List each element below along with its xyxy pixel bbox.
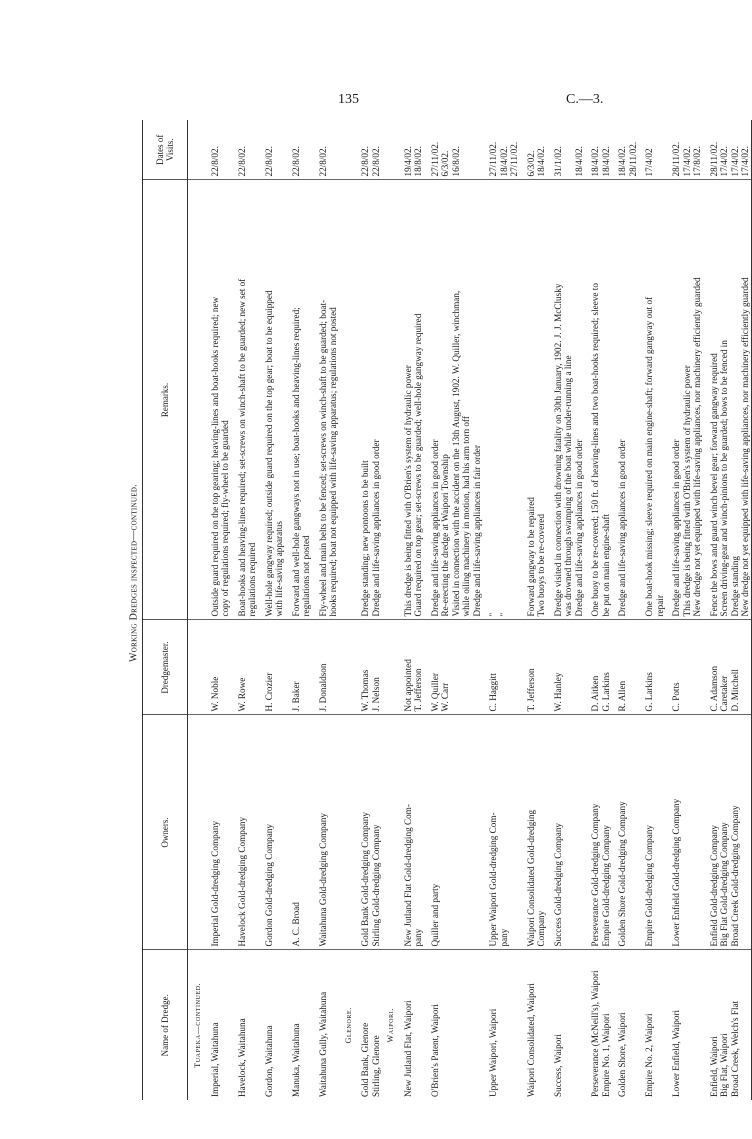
visit-dates-line: 28/11/02. <box>708 141 719 177</box>
dredge-name-line: New Jutland Flat, Waipori <box>402 1000 413 1097</box>
visit-dates-cell <box>611 120 638 180</box>
dredgemaster-cell <box>665 620 703 715</box>
dredge-name-line: Stirling, Glenore <box>370 1035 381 1097</box>
visit-dates-line: 22/8/02. <box>360 146 370 177</box>
owner-line: pany <box>498 928 509 947</box>
visit-dates-line: 17/4/02 <box>644 148 654 177</box>
owner-cell <box>547 715 585 950</box>
dredgemaster-cell <box>231 620 258 715</box>
remarks-line: New dredge not yet equipped with life-saving appliances, nor machinery efficiently guarded <box>692 277 702 617</box>
visit-dates-cell <box>584 120 611 180</box>
owner-line: Lower Enfield Gold-dredging Company <box>671 798 681 947</box>
dredge-name-cell <box>258 950 285 1100</box>
dredge-name-cell <box>703 950 752 1100</box>
section-blank-cell <box>188 620 204 715</box>
remarks-line: Dredge and life-saving appliances in good order <box>671 439 681 617</box>
remarks-line: Fly-wheel and main belts to be fenced; set-screws on winch-shaft to be guarded; boat- <box>317 299 328 617</box>
table-row <box>258 120 285 1100</box>
visit-dates-line: 6/3/02. <box>525 150 536 177</box>
dredge-name-cell <box>312 950 339 1100</box>
section-blank-cell <box>381 180 397 620</box>
visit-dates-line: 22/8/02. <box>236 146 247 177</box>
visit-dates-line: 17/4/02. <box>681 146 692 177</box>
dredgemaster-cell <box>584 620 611 715</box>
dredgemaster-line: W. Noble <box>209 676 220 712</box>
dredgemaster-line: D. Mitchell <box>729 669 740 712</box>
remarks-line: " <box>488 612 498 617</box>
owner-line: Gordon Gold-dredging Company <box>263 824 274 947</box>
owner-cell <box>258 715 285 950</box>
dredge-name-line: Lower Enfield, Waipori <box>671 1009 681 1097</box>
dredge-name-cell <box>584 950 611 1100</box>
dredgemaster-line: C. Potts <box>671 682 681 712</box>
dredge-name-line: Empire No. 1, Waipori <box>600 1013 611 1097</box>
header-name: Name of Dredge. <box>143 950 188 1100</box>
visit-dates-line: 18/4/02. <box>600 146 611 177</box>
remarks-cell <box>638 180 665 620</box>
visit-dates-line <box>563 123 574 177</box>
visit-dates-cell <box>258 120 285 180</box>
dredge-name-cell <box>520 950 547 1100</box>
visit-dates-line: 22/8/02. <box>209 146 220 177</box>
dredge-name-line: Broad Creek, Welch's Flat <box>729 1000 740 1097</box>
table-row <box>638 120 665 1100</box>
dredgemaster-cell <box>354 620 381 715</box>
visit-dates-line: 17/4/02. <box>729 146 740 177</box>
owner-cell <box>312 715 339 950</box>
dredge-name-cell <box>482 950 520 1100</box>
dredge-name-cell <box>285 950 312 1100</box>
dredgemaster-cell <box>547 620 585 715</box>
visit-dates-cell <box>204 120 231 180</box>
remarks-line: Outside guard required on the top gearing; heaving-lines and boat-hooks required; new <box>209 296 220 617</box>
dredge-name-cell <box>354 950 381 1100</box>
visit-dates-line: 18/4/02. <box>573 146 584 177</box>
remarks-line: copy of regulations required; fly-wheel to be guarded <box>220 420 230 617</box>
remarks-line: One buoy to be re-covered; 150 ft. of heaving-lines and two boat-hooks required; sleeve to <box>590 283 600 617</box>
dredgemaster-cell <box>397 620 424 715</box>
remarks-line: hooks required; boat not equipped with life-saving apparatus; regulations not posted <box>328 307 338 617</box>
dredge-name-line: O'Brien's Patent, Waipori <box>429 1004 440 1097</box>
dredge-name-line: Imperial, Waitahuna <box>209 1022 220 1097</box>
remarks-line: Screen driving-gear and winch-pinions to be guarded; bows to be fenced in <box>719 340 729 617</box>
visit-dates-cell <box>520 120 547 180</box>
table-row <box>665 120 703 1100</box>
table-header-row <box>143 120 188 1100</box>
dredges-table <box>142 120 752 1100</box>
dredgemaster-line: G. Larkins <box>600 672 611 712</box>
dredgemaster-line: Caretaker <box>719 675 729 712</box>
visit-dates-cell <box>482 120 520 180</box>
remarks-cell <box>611 180 638 620</box>
table-row <box>397 120 424 1100</box>
dredgemaster-cell <box>285 620 312 715</box>
table-section-row <box>381 120 397 1100</box>
header-owners: Owners. <box>143 715 188 950</box>
owner-line: Upper Waipori Gold-dredging Com- <box>488 812 498 947</box>
section-blank-cell <box>381 715 397 950</box>
owner-line: Empire Gold-dredging Company <box>600 825 611 947</box>
visit-dates-line: 18/4/02. <box>590 146 600 177</box>
visit-dates-cell <box>703 120 752 180</box>
remarks-line: Dredge standing <box>729 556 740 617</box>
remarks-line: Re-erecting the dredge at Waipori Township <box>440 454 450 617</box>
remarks-cell <box>258 180 285 620</box>
dredge-name-line: Havelock, Waitahuna <box>236 1018 247 1097</box>
visit-dates-line: 27/11/02. <box>429 141 440 177</box>
visit-dates-line: 6/3/02. <box>440 150 450 177</box>
owner-cell <box>285 715 312 950</box>
visit-dates-line: 28/11/02. <box>671 141 681 177</box>
section-blank-cell <box>188 180 204 620</box>
dredgemaster-line: R. Allen <box>617 680 627 712</box>
owner-line: Enfield Gold-dredging Company <box>708 825 719 947</box>
remarks-cell <box>397 180 424 620</box>
remarks-line: regulations not posted <box>301 535 311 617</box>
remarks-line: was drowned through swamping of the boat while under-running a line <box>563 355 573 617</box>
visit-dates-line: 17/4/02. <box>740 146 750 177</box>
visit-dates-line: 18/4/02. <box>536 146 546 177</box>
table-row <box>703 120 752 1100</box>
dredgemaster-line: C. Haggitt <box>488 673 498 712</box>
dredgemaster-line: G. Larkins <box>644 672 654 712</box>
table-caption: Working Dredges inspected—continued. <box>128 484 140 662</box>
remarks-cell <box>482 180 520 620</box>
remarks-cell <box>312 180 339 620</box>
dredgemaster-line: T. Jefferson <box>525 668 536 712</box>
owner-cell <box>424 715 483 950</box>
remarks-cell <box>703 180 752 620</box>
remarks-cell <box>424 180 483 620</box>
visit-dates-line: 22/8/02. <box>263 146 274 177</box>
visit-dates-line: 27/11/02. <box>509 141 519 177</box>
table-row <box>520 120 547 1100</box>
table-row <box>312 120 339 1100</box>
dredge-name-line: Upper Waipori, Waipori <box>488 1008 498 1097</box>
remarks-line: Forward gangway to be repaired <box>525 497 536 617</box>
visit-dates-line: 22/8/02. <box>370 146 381 177</box>
remarks-line: Well-hole gangway required; outside guard required on the top gear; boat to be equipped <box>263 290 274 617</box>
remarks-cell <box>231 180 258 620</box>
owner-line: Empire Gold-dredging Company <box>644 825 654 947</box>
dredge-name-cell <box>611 950 638 1100</box>
remarks-cell <box>354 180 381 620</box>
owner-line: New Jutland Flat Gold-dredging Com- <box>402 804 413 947</box>
visit-dates-cell <box>231 120 258 180</box>
visit-dates-line: 17/8/02. <box>692 146 702 177</box>
dredge-name-cell <box>665 950 703 1100</box>
owner-cell <box>520 715 547 950</box>
remarks-line: Guard required on top gear; set-screws to be guarded; well-hole gangway required <box>413 313 423 617</box>
remarks-line: Dredge and life-saving appliances in good order <box>617 439 627 617</box>
remarks-line: Boat-hooks and heaving-lines required; set-screws on winch-shaft to be guarded; new set of <box>236 278 247 617</box>
dredge-name-line: Gordon, Waitahuna <box>263 1025 274 1097</box>
section-blank-cell <box>381 120 397 180</box>
owner-line: Perseverance Gold-dredging Company <box>590 803 600 947</box>
visit-dates-line: 27/11/02. <box>488 141 498 177</box>
remarks-cell <box>520 180 547 620</box>
visit-dates-cell <box>665 120 703 180</box>
remarks-cell <box>285 180 312 620</box>
visit-dates-cell <box>424 120 483 180</box>
dredgemaster-cell <box>703 620 752 715</box>
remarks-line: with life-saving apparatus <box>274 521 284 617</box>
dredgemaster-cell <box>520 620 547 715</box>
table-row <box>285 120 312 1100</box>
owner-line: A. C. Broad <box>290 902 301 947</box>
visit-dates-cell <box>397 120 424 180</box>
dredge-name-cell <box>204 950 231 1100</box>
dredge-name-line: Big Flat, Waipori <box>719 1033 729 1097</box>
owner-cell <box>665 715 703 950</box>
remarks-line: Dredge visited in connection with drowning fatality on 30th January, 1902. J. J. McClusky <box>552 283 563 617</box>
visit-dates-cell <box>354 120 381 180</box>
remarks-line: repair <box>654 595 665 617</box>
remarks-line: Fence the bows and guard winch bevel gear; forward gangway required <box>708 353 719 617</box>
visit-dates-line: 22/8/02. <box>317 146 328 177</box>
remarks-line: Dredge and life-saving appliances in good order <box>429 439 440 617</box>
owner-cell <box>354 715 381 950</box>
table-row <box>482 120 520 1100</box>
dredge-name-line: Waipori Consolidated, Waipori <box>525 983 536 1097</box>
section-label: Tuapeka—continued. <box>193 982 202 1068</box>
dredgemaster-line: J. Donaldson <box>317 663 328 712</box>
owner-cell <box>482 715 520 950</box>
owner-cell <box>703 715 752 950</box>
header-dredgemaster: Dredgemaster. <box>143 620 188 715</box>
dredgemaster-line: C. Adamson <box>708 666 719 712</box>
table-row <box>231 120 258 1100</box>
owner-cell <box>638 715 665 950</box>
rotated-table-container <box>142 120 750 1100</box>
dredgemaster-line: W. Thomas <box>360 669 370 712</box>
section-blank-cell <box>339 620 355 715</box>
visit-dates-line: 18/4/02. <box>617 146 627 177</box>
dredgemaster-cell <box>424 620 483 715</box>
section-blank-cell <box>339 120 355 180</box>
remarks-line: Dredge and life-saving appliances in good order <box>573 439 584 617</box>
owner-line: Waitahuna Gold-dredging Company <box>317 813 328 947</box>
remarks-line: Forward and well-hole gangways not in use; boat-hooks and heaving-lines required; <box>290 307 301 617</box>
owner-line: Quiller and party <box>429 883 440 947</box>
dredgemaster-cell <box>258 620 285 715</box>
dredgemaster-cell <box>312 620 339 715</box>
table-body <box>188 120 752 1100</box>
dredge-name-line: Empire No. 2, Waipori <box>644 1013 654 1097</box>
table-section-row <box>339 120 355 1100</box>
visit-dates-line: 22/8/02. <box>290 146 301 177</box>
visit-dates-line: 18/8/02. <box>413 146 423 177</box>
dredgemaster-line: W. Carr <box>440 682 450 712</box>
remarks-line: Visited in connection with the accident on the 13th August, 1902. W. Quiller, winchman, <box>450 290 461 617</box>
table-row <box>547 120 585 1100</box>
visit-dates-cell <box>638 120 665 180</box>
remarks-line: regulations required <box>247 542 257 617</box>
section-blank-cell <box>339 715 355 950</box>
remarks-line: Dredge and life-saving appliances in good order <box>370 439 381 617</box>
table-row <box>611 120 638 1100</box>
dredge-name-line: Manuka, Waitahuna <box>290 1023 301 1097</box>
remarks-cell <box>204 180 231 620</box>
owner-line: Waipori Consolidated Gold-dredging <box>525 809 536 947</box>
remarks-line: This dredge is being fitted with O'Brien's system of hydraulic power <box>681 365 692 617</box>
visit-dates-line: 31/1/02. <box>552 146 563 177</box>
dredge-name-line: Gold Bank, Glenore <box>360 1022 370 1097</box>
owner-line: Company <box>536 910 546 947</box>
series-code: C.—3. <box>566 92 604 107</box>
section-blank-cell <box>339 180 355 620</box>
visit-dates-line: 19/4/02. <box>402 146 413 177</box>
dredgemaster-line: W. Rowe <box>236 677 247 712</box>
dredgemaster-line: J. Nelson <box>370 677 381 712</box>
remarks-cell <box>665 180 703 620</box>
owner-line: Imperial Gold-dredging Company <box>209 820 220 947</box>
owner-line: Big Flat Gold-dredging Company <box>719 822 729 947</box>
table-row <box>424 120 483 1100</box>
dredge-name-line: Enfield, Waipori <box>708 1036 719 1097</box>
section-blank-cell <box>381 620 397 715</box>
remarks-line: Two buoys to be re-covered <box>536 514 546 617</box>
dredgemaster-line: T. Jefferson <box>413 668 423 712</box>
page-number: 135 <box>338 92 359 107</box>
dredgemaster-line: H. Crozier <box>263 672 274 712</box>
dredge-name-cell <box>424 950 483 1100</box>
remarks-line: New dredge not yet equipped with life-saving appliances, nor machinery efficiently guarded <box>740 277 750 617</box>
visit-dates-cell <box>285 120 312 180</box>
remarks-line: Dredge standing; new pontoons to be built <box>360 460 370 617</box>
remarks-line: This dredge is being fitted with O'Brien's system of hydraulic power <box>402 365 413 617</box>
dredge-name-line: Golden Shore, Waipori <box>617 1012 627 1097</box>
visit-dates-cell <box>312 120 339 180</box>
visit-dates-cell <box>547 120 585 180</box>
dredge-name-line: Perseverance (McNeill's), Waipori <box>590 970 600 1097</box>
dredge-name-cell <box>547 950 585 1100</box>
dredge-name-cell <box>638 950 665 1100</box>
owner-cell <box>204 715 231 950</box>
table-row <box>584 120 611 1100</box>
visit-dates-line: 18/4/02. <box>498 146 509 177</box>
owner-cell <box>231 715 258 950</box>
owner-line: pany <box>413 928 423 947</box>
visit-dates-line: 28/11/02. <box>627 141 638 177</box>
dredgemaster-line: Not appointed <box>402 659 413 712</box>
remarks-line: One boat-hook missing; sleeve required on main engine-shaft; forward gangway out of <box>644 296 654 617</box>
owner-cell <box>584 715 611 950</box>
owner-line: Gold Bank Gold-dredging Company <box>360 812 370 947</box>
remarks-line: be put on main engine-shaft <box>600 513 611 617</box>
section-label: Glenore. <box>343 1007 353 1044</box>
remarks-line: " <box>498 612 509 617</box>
dredgemaster-line: J. Baker <box>290 681 301 712</box>
remarks-line: while oiling machinery in motion, had his arm torn off <box>461 416 471 617</box>
header-remarks: Remarks. <box>143 180 188 620</box>
dredgemaster-line: W. Hanley <box>552 672 563 712</box>
dredgemaster-line: W. Quiller <box>429 673 440 712</box>
remarks-cell <box>547 180 585 620</box>
dredgemaster-cell <box>482 620 520 715</box>
dredgemaster-line: D. Aitken <box>590 675 600 712</box>
dredge-name-line: Success, Waipori <box>552 1034 563 1097</box>
owner-line: Broad Creek Gold-dredging Company <box>729 805 740 947</box>
header-dates: Dates of Visits. <box>143 120 188 180</box>
dredge-name-cell <box>397 950 424 1100</box>
section-label: Waipori. <box>386 1008 395 1043</box>
remarks-cell <box>584 180 611 620</box>
visit-dates-line: 16/8/02. <box>450 146 461 177</box>
owner-cell <box>611 715 638 950</box>
dredgemaster-cell <box>638 620 665 715</box>
dredge-name-line: Waitahuna Gully, Waitahuna <box>317 991 328 1097</box>
table-row <box>204 120 231 1100</box>
dredgemaster-cell <box>204 620 231 715</box>
table-section-row <box>188 120 204 1100</box>
owner-cell <box>397 715 424 950</box>
section-blank-cell <box>188 715 204 950</box>
table-row <box>354 120 381 1100</box>
dredge-name-cell <box>231 950 258 1100</box>
owner-line: Stirling Gold-dredging Company <box>370 824 381 947</box>
owner-line: Havelock Gold-dredging Company <box>236 816 247 947</box>
owner-line: Success Gold-dredging Company <box>552 822 563 947</box>
section-blank-cell <box>188 120 204 180</box>
dredgemaster-cell <box>611 620 638 715</box>
owner-line: Golden Shore Gold-dredging Company <box>617 801 627 947</box>
visit-dates-line: 17/4/02. <box>719 146 729 177</box>
remarks-line: Dredge and life-saving appliances in fair order <box>471 445 482 617</box>
